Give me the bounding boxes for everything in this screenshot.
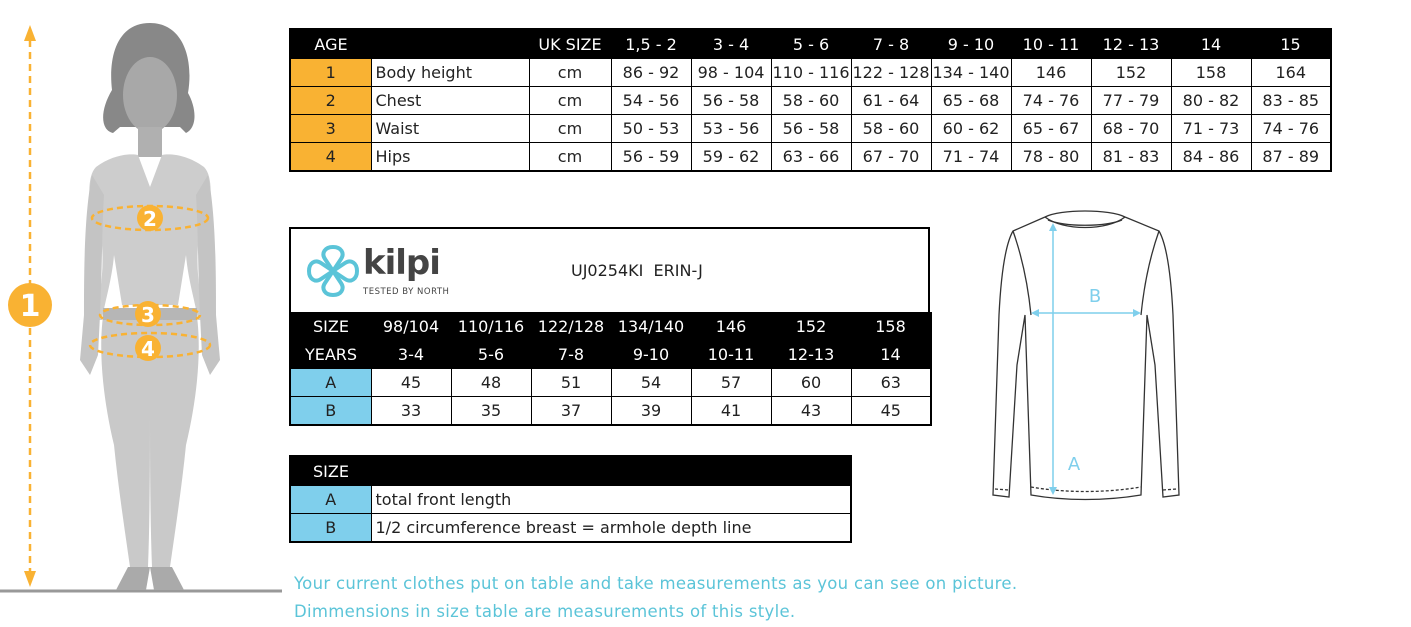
body-measurement-figure xyxy=(0,15,285,600)
table-cell: 60 xyxy=(771,369,851,397)
table-cell: 77 - 79 xyxy=(1091,87,1171,115)
table-cell: 74 - 76 xyxy=(1251,115,1331,143)
size-chart-header xyxy=(290,29,1331,59)
table-cell: 68 - 70 xyxy=(1091,115,1171,143)
table-cell: 59 - 62 xyxy=(691,143,771,172)
row-label: Hips xyxy=(371,143,529,172)
years-col-header: 14 xyxy=(851,340,931,369)
row-label: A xyxy=(290,486,371,514)
age-col-header: 10 - 11 xyxy=(1011,29,1091,59)
table-cell: 54 - 56 xyxy=(611,87,691,115)
svg-text:1: 1 xyxy=(19,289,41,324)
row-label: A xyxy=(290,369,371,397)
product-size-table xyxy=(289,312,932,426)
uk-size-header: UK SIZE xyxy=(529,29,611,59)
table-row xyxy=(290,397,931,426)
garment-sketch xyxy=(985,205,1185,520)
row-unit: cm xyxy=(529,143,611,172)
table-cell: 45 xyxy=(371,369,451,397)
svg-text:2: 2 xyxy=(143,207,157,231)
brand-logo-text: kilpi xyxy=(363,243,440,283)
legend-size-label: SIZE xyxy=(290,456,371,486)
instruction-note-1: Your current clothes put on table and take measurements as you can see on picture. xyxy=(294,574,1018,593)
table-cell: 43 xyxy=(771,397,851,426)
row-label: B xyxy=(290,514,371,543)
left-arm-shape xyxy=(80,175,104,375)
table-row xyxy=(290,87,1331,115)
table-cell: 87 - 89 xyxy=(1251,143,1331,172)
instruction-note-2: Dimmensions in size table are measurements of this style. xyxy=(294,602,796,621)
years-header-row xyxy=(290,340,931,369)
product-code: UJ0254KI ERIN-J xyxy=(571,261,703,280)
table-cell: 71 - 74 xyxy=(931,143,1011,172)
size-label: SIZE xyxy=(290,312,371,340)
table-cell: 86 - 92 xyxy=(611,59,691,87)
table-cell: 78 - 80 xyxy=(1011,143,1091,172)
age-col-header: 12 - 13 xyxy=(1091,29,1171,59)
table-row xyxy=(290,115,1331,143)
garment-label-a: A xyxy=(1067,454,1081,475)
table-cell: 80 - 82 xyxy=(1171,87,1251,115)
brand-tagline: TESTED BY NORTH xyxy=(363,287,450,297)
svg-text:3: 3 xyxy=(141,303,155,327)
table-cell: 110 - 116 xyxy=(771,59,851,87)
table-cell: 134 - 140 xyxy=(931,59,1011,87)
table-cell: 56 - 59 xyxy=(611,143,691,172)
table-cell: 35 xyxy=(451,397,531,426)
table-cell: 65 - 67 xyxy=(1011,115,1091,143)
table-cell: 152 xyxy=(1091,59,1171,87)
table-cell: 58 - 60 xyxy=(771,87,851,115)
row-unit: cm xyxy=(529,87,611,115)
table-cell: 71 - 73 xyxy=(1171,115,1251,143)
table-cell: 60 - 62 xyxy=(931,115,1011,143)
table-row xyxy=(290,486,851,514)
table-cell: 57 xyxy=(691,369,771,397)
table-cell: 51 xyxy=(531,369,611,397)
table-cell: 83 - 85 xyxy=(1251,87,1331,115)
table-cell: 56 - 58 xyxy=(771,115,851,143)
size-col-header: 122/128 xyxy=(531,312,611,340)
product-header-box xyxy=(289,227,930,314)
table-cell: 54 xyxy=(611,369,691,397)
age-col-header: 9 - 10 xyxy=(931,29,1011,59)
years-col-header: 5-6 xyxy=(451,340,531,369)
table-cell: 61 - 64 xyxy=(851,87,931,115)
table-cell: 65 - 68 xyxy=(931,87,1011,115)
age-col-header: 5 - 6 xyxy=(771,29,851,59)
torso-shape xyxy=(89,154,210,320)
years-col-header: 10-11 xyxy=(691,340,771,369)
table-cell: 122 - 128 xyxy=(851,59,931,87)
age-header: AGE xyxy=(290,29,371,59)
svg-text:4: 4 xyxy=(141,337,155,361)
size-col-header: 146 xyxy=(691,312,771,340)
table-cell: 50 - 53 xyxy=(611,115,691,143)
table-cell: 81 - 83 xyxy=(1091,143,1171,172)
table-cell: 37 xyxy=(531,397,611,426)
row-label: Body height xyxy=(371,59,529,87)
table-cell: 63 - 66 xyxy=(771,143,851,172)
table-cell: 33 xyxy=(371,397,451,426)
table-cell: 63 xyxy=(851,369,931,397)
years-col-header: 9-10 xyxy=(611,340,691,369)
age-col-header: 1,5 - 2 xyxy=(611,29,691,59)
size-col-header: 134/140 xyxy=(611,312,691,340)
height-arrow-top xyxy=(24,25,36,41)
row-number: 2 xyxy=(290,87,371,115)
age-col-header: 15 xyxy=(1251,29,1331,59)
kilpi-knot-icon xyxy=(303,241,363,301)
age-col-header: 14 xyxy=(1171,29,1251,59)
table-cell: 74 - 76 xyxy=(1011,87,1091,115)
size-col-header: 98/104 xyxy=(371,312,451,340)
table-cell: 158 xyxy=(1171,59,1251,87)
table-cell: 48 xyxy=(451,369,531,397)
legend-description: total front length xyxy=(371,486,851,514)
table-row xyxy=(290,143,1331,172)
table-cell: 98 - 104 xyxy=(691,59,771,87)
table-cell: 56 - 58 xyxy=(691,87,771,115)
row-unit: cm xyxy=(529,115,611,143)
table-row xyxy=(290,59,1331,87)
legend-table xyxy=(289,455,852,543)
garment-label-b: B xyxy=(1088,286,1102,307)
row-label: B xyxy=(290,397,371,426)
size-col-header: 158 xyxy=(851,312,931,340)
years-label: YEARS xyxy=(290,340,371,369)
legend-description: 1/2 circumference breast = armhole depth line xyxy=(371,514,851,543)
years-col-header: 7-8 xyxy=(531,340,611,369)
row-number: 3 xyxy=(290,115,371,143)
table-cell: 146 xyxy=(1011,59,1091,87)
years-col-header: 3-4 xyxy=(371,340,451,369)
right-arm-shape xyxy=(196,175,220,375)
table-cell: 58 - 60 xyxy=(851,115,931,143)
table-cell: 53 - 56 xyxy=(691,115,771,143)
age-col-header: 7 - 8 xyxy=(851,29,931,59)
size-col-header: 110/116 xyxy=(451,312,531,340)
years-col-header: 12-13 xyxy=(771,340,851,369)
table-row xyxy=(290,514,851,543)
table-cell: 39 xyxy=(611,397,691,426)
legend-header-row xyxy=(290,456,851,486)
row-label: Chest xyxy=(371,87,529,115)
head-shape xyxy=(123,57,177,133)
row-number: 1 xyxy=(290,59,371,87)
table-cell: 67 - 70 xyxy=(851,143,931,172)
height-arrow-bottom xyxy=(24,571,36,587)
table-row xyxy=(290,369,931,397)
size-chart-table xyxy=(289,28,1332,172)
row-unit: cm xyxy=(529,59,611,87)
table-cell: 45 xyxy=(851,397,931,426)
age-col-header: 3 - 4 xyxy=(691,29,771,59)
row-label: Waist xyxy=(371,115,529,143)
table-cell: 41 xyxy=(691,397,771,426)
table-cell: 84 - 86 xyxy=(1171,143,1251,172)
size-header-row xyxy=(290,312,931,340)
size-col-header: 152 xyxy=(771,312,851,340)
table-cell: 164 xyxy=(1251,59,1331,87)
row-number: 4 xyxy=(290,143,371,172)
